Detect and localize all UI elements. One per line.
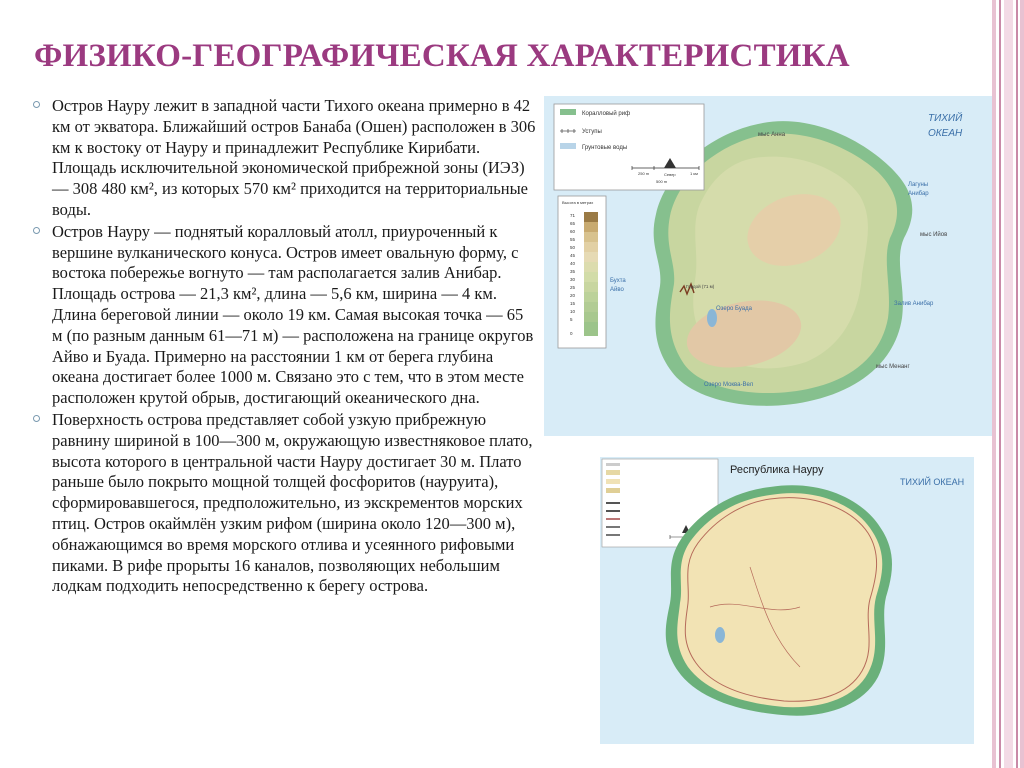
svg-text:Высота в метрах: Высота в метрах [562, 200, 594, 205]
label-cape-ijuw: мыс Ийов [920, 232, 948, 238]
label-lagoons-anibar-2: Анибар [908, 191, 929, 197]
legend-reef: Коралловый риф [582, 111, 631, 117]
svg-text:10: 10 [570, 309, 576, 314]
svg-text:30: 30 [570, 277, 576, 282]
paragraph-3-text: Поверхность острова представляет собой узкую прибрежную равнину шириной в 100—300 м, окружающую известняковое плато, высота которого в центральной части Науру достигает 30 м. Плато раньше было покрыто мощной толщей фосфоритов (науруита), сформировавшегося, предположительно, из экскрементов морских птиц. Остров окаймлён узким рифом (ширина около 120—300 м), обнажающимся во время морского отлива и усеянного рифовыми пиками. В рифе прорыты 16 каналов, позволяющих небольшим лодкам подходить непосредственно к берегу острова. [52, 409, 533, 596]
label-bay-aiwo-2: Айво [610, 287, 624, 293]
map-legend [554, 104, 704, 190]
svg-text:60: 60 [570, 229, 576, 234]
legend-groundwater: Грунтовые воды [582, 145, 628, 151]
label-cape-anna: мыс Анна [758, 132, 786, 138]
map2-ocean-label: ТИХИЙ ОКЕАН [900, 477, 965, 487]
label-lagoon-buada: Озеро Буада [716, 306, 752, 312]
slide-title: ФИЗИКО-ГЕОГРАФИЧЕСКАЯ ХАРАКТЕРИСТИКА [34, 38, 850, 74]
relief-map [544, 96, 992, 436]
svg-text:35: 35 [570, 269, 576, 274]
paragraph-2-text: Остров Науру — поднятый коралловый атолл, приуроченный к вершине вулканического конуса. Остров имеет овальную форму, с востока побережье вогнуто — там располагается залив Анибар. Площадь острова — 21,3 км², длина — 5,6 км, ширина — 4 км. Длина береговой линии — около 19 км. Самая высокая точка — 65 м (по разным данным 61—71 м) — расположена на границе округов Айво и Буада. Примерно на расстоянии 1 км от берега глубина океана достигает более 1000 м. Связано это с тем, что в этом месте расположен крутой обрыв, достигающий океанического дна. [52, 221, 534, 408]
label-lagoon-moqua: Озеро Моква-Вел [704, 382, 754, 388]
map2-lagoon [715, 627, 725, 643]
political-map [600, 457, 974, 744]
svg-text:45: 45 [570, 253, 576, 258]
body-text [28, 96, 536, 598]
north-label: Север [664, 172, 676, 177]
svg-text:65: 65 [570, 221, 576, 226]
svg-text:50: 50 [570, 245, 576, 250]
map2-title: Республика Науру [730, 464, 824, 476]
svg-text:20: 20 [570, 293, 576, 298]
svg-text:55: 55 [570, 237, 576, 242]
svg-text:250 m: 250 m [638, 171, 650, 176]
svg-text:500 m: 500 m [656, 179, 668, 184]
label-bay-aiwo-1: Бухта [610, 278, 626, 284]
svg-text:1 км: 1 км [690, 171, 698, 176]
svg-text:15: 15 [570, 301, 576, 306]
svg-text:ТИХИЙ: ТИХИЙ [928, 113, 963, 124]
svg-text:ОКЕАН: ОКЕАН [928, 128, 963, 139]
svg-text:0: 0 [570, 331, 573, 336]
label-anibare-bay: Залив Анибар [894, 301, 934, 307]
paragraph-1 [28, 96, 536, 221]
elevation-legend [558, 196, 606, 348]
bullet-icon [33, 415, 40, 422]
bullet-icon [33, 101, 40, 108]
label-hill: Гордой (71 м) [686, 284, 715, 289]
svg-text:71: 71 [570, 213, 576, 218]
bullet-icon [33, 227, 40, 234]
legend-scarps: Уступы [582, 129, 602, 135]
svg-text:25: 25 [570, 285, 576, 290]
svg-text:40: 40 [570, 261, 576, 266]
label-lagoons-anibar-1: Лагуны [908, 182, 929, 188]
paragraph-3 [28, 410, 536, 597]
label-cape-meneng: мыс Менанг [876, 364, 910, 370]
svg-text:5: 5 [570, 317, 573, 322]
paragraph-2 [28, 222, 536, 409]
paragraph-1-text: Остров Науру лежит в западной части Тихого океана примерно в 42 км от экватора. Ближайший остров Банаба (Ошен) расположен в 306 км к востоку от Науру и принадлежит Республике Кирибати. Площадь исключительной экономической прибрежной зоны (ИЭЗ) — 308 480 км², из которых 570 км² приходится на территориальные воды. [52, 96, 536, 219]
